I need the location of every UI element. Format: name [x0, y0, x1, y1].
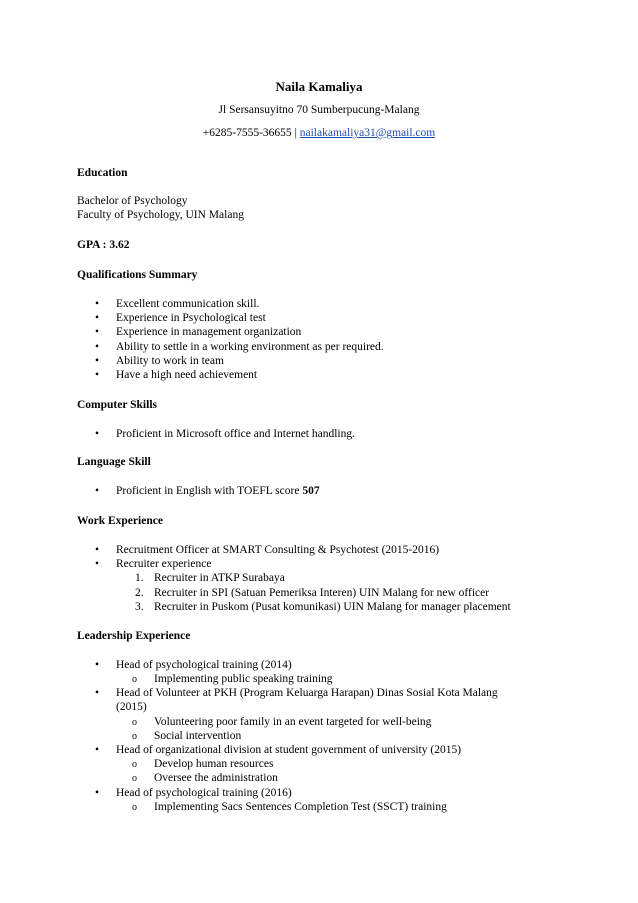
qualifications-heading: Qualifications Summary	[77, 269, 198, 281]
numbered-item: 1. Recruiter in ATKP Surabaya	[135, 572, 285, 584]
sub-list-item: o Implementing Sacs Sentences Completion Test (SSCT) training	[132, 801, 447, 813]
email-link[interactable]: nailakamaliya31@gmail.com	[299, 127, 436, 139]
resume-page: Naila Kamaliya Jl Sersansuyitno 70 Sumberpucung-Malang +6285-7555-36655 | nailakamaliya31@gmail.com Education Bachelor of Psychology Faculty of Psychology, UIN Malang GPA : 3.62 Qualifications Summary Excellent communication skill. Experience in Psychological test Experience in management organization Ability to settle in a working environment as per required. Ability to work in team Have a high need achievement Computer Skills Proficient in Microsoft office and Internet handling. Language Skill Proficient in English with TOEFL score 507 Work Experience Recruitment Officer at SMART Consulting & Psychotest (2015-2016) Recruiter experience 1. Recruiter in ATKP Surabaya 2. Recruiter in SPI (Satuan Pemeriksa Interen) UIN Malang for new officer 3. Recruiter in Puskom (Pusat komunikasi) UIN Malang for manager placement Leadership Experience Head of psychological training (2014) o Implementing public speaking training Head of Volunteer at PKH (Program Keluarga Harapan) Dinas Sosial Kota Malang (2015) o Volunteering poor family in an event targeted for well-being o Social intervention Head of organizational division at student government of university (2015) o Develop human resources o Oversee the administration Head of psychological training (2016) o Implementing Sacs Sentences Completion Test (SSCT) training	[0, 0, 638, 903]
language-skill-heading: Language Skill	[77, 456, 151, 468]
phone-number: +6285-7555-36655	[202, 127, 292, 139]
gpa: GPA : 3.62	[77, 239, 130, 251]
numbered-item: 3. Recruiter in Puskom (Pusat komunikasi) UIN Malang for manager placement	[135, 601, 511, 613]
sub-list-item: o Social intervention	[132, 730, 242, 742]
work-experience-heading: Work Experience	[77, 515, 163, 527]
education-faculty: Faculty of Psychology, UIN Malang	[77, 209, 244, 221]
numbered-item: 2. Recruiter in SPI (Satuan Pemeriksa Interen) UIN Malang for new officer	[135, 587, 490, 599]
leadership-heading: Leadership Experience	[77, 630, 191, 642]
education-degree: Bachelor of Psychology	[77, 195, 188, 207]
contact-separator: |	[291, 127, 300, 139]
education-heading: Education	[77, 167, 128, 179]
sub-list-item: o Volunteering poor family in an event targeted for well-being	[132, 716, 432, 728]
sub-list-item: o Develop human resources	[132, 758, 274, 770]
address: Jl Sersansuyitno 70 Sumberpucung-Malang	[218, 104, 420, 116]
list-item-continuation: (2015)	[116, 701, 147, 713]
contact-line	[0, 126, 638, 140]
sub-list-item: o Implementing public speaking training	[132, 673, 333, 685]
candidate-name: Naila Kamaliya	[275, 79, 363, 94]
toefl-score: 507	[302, 485, 320, 497]
sub-list-item: o Oversee the administration	[132, 772, 278, 784]
computer-skills-heading: Computer Skills	[77, 399, 157, 411]
